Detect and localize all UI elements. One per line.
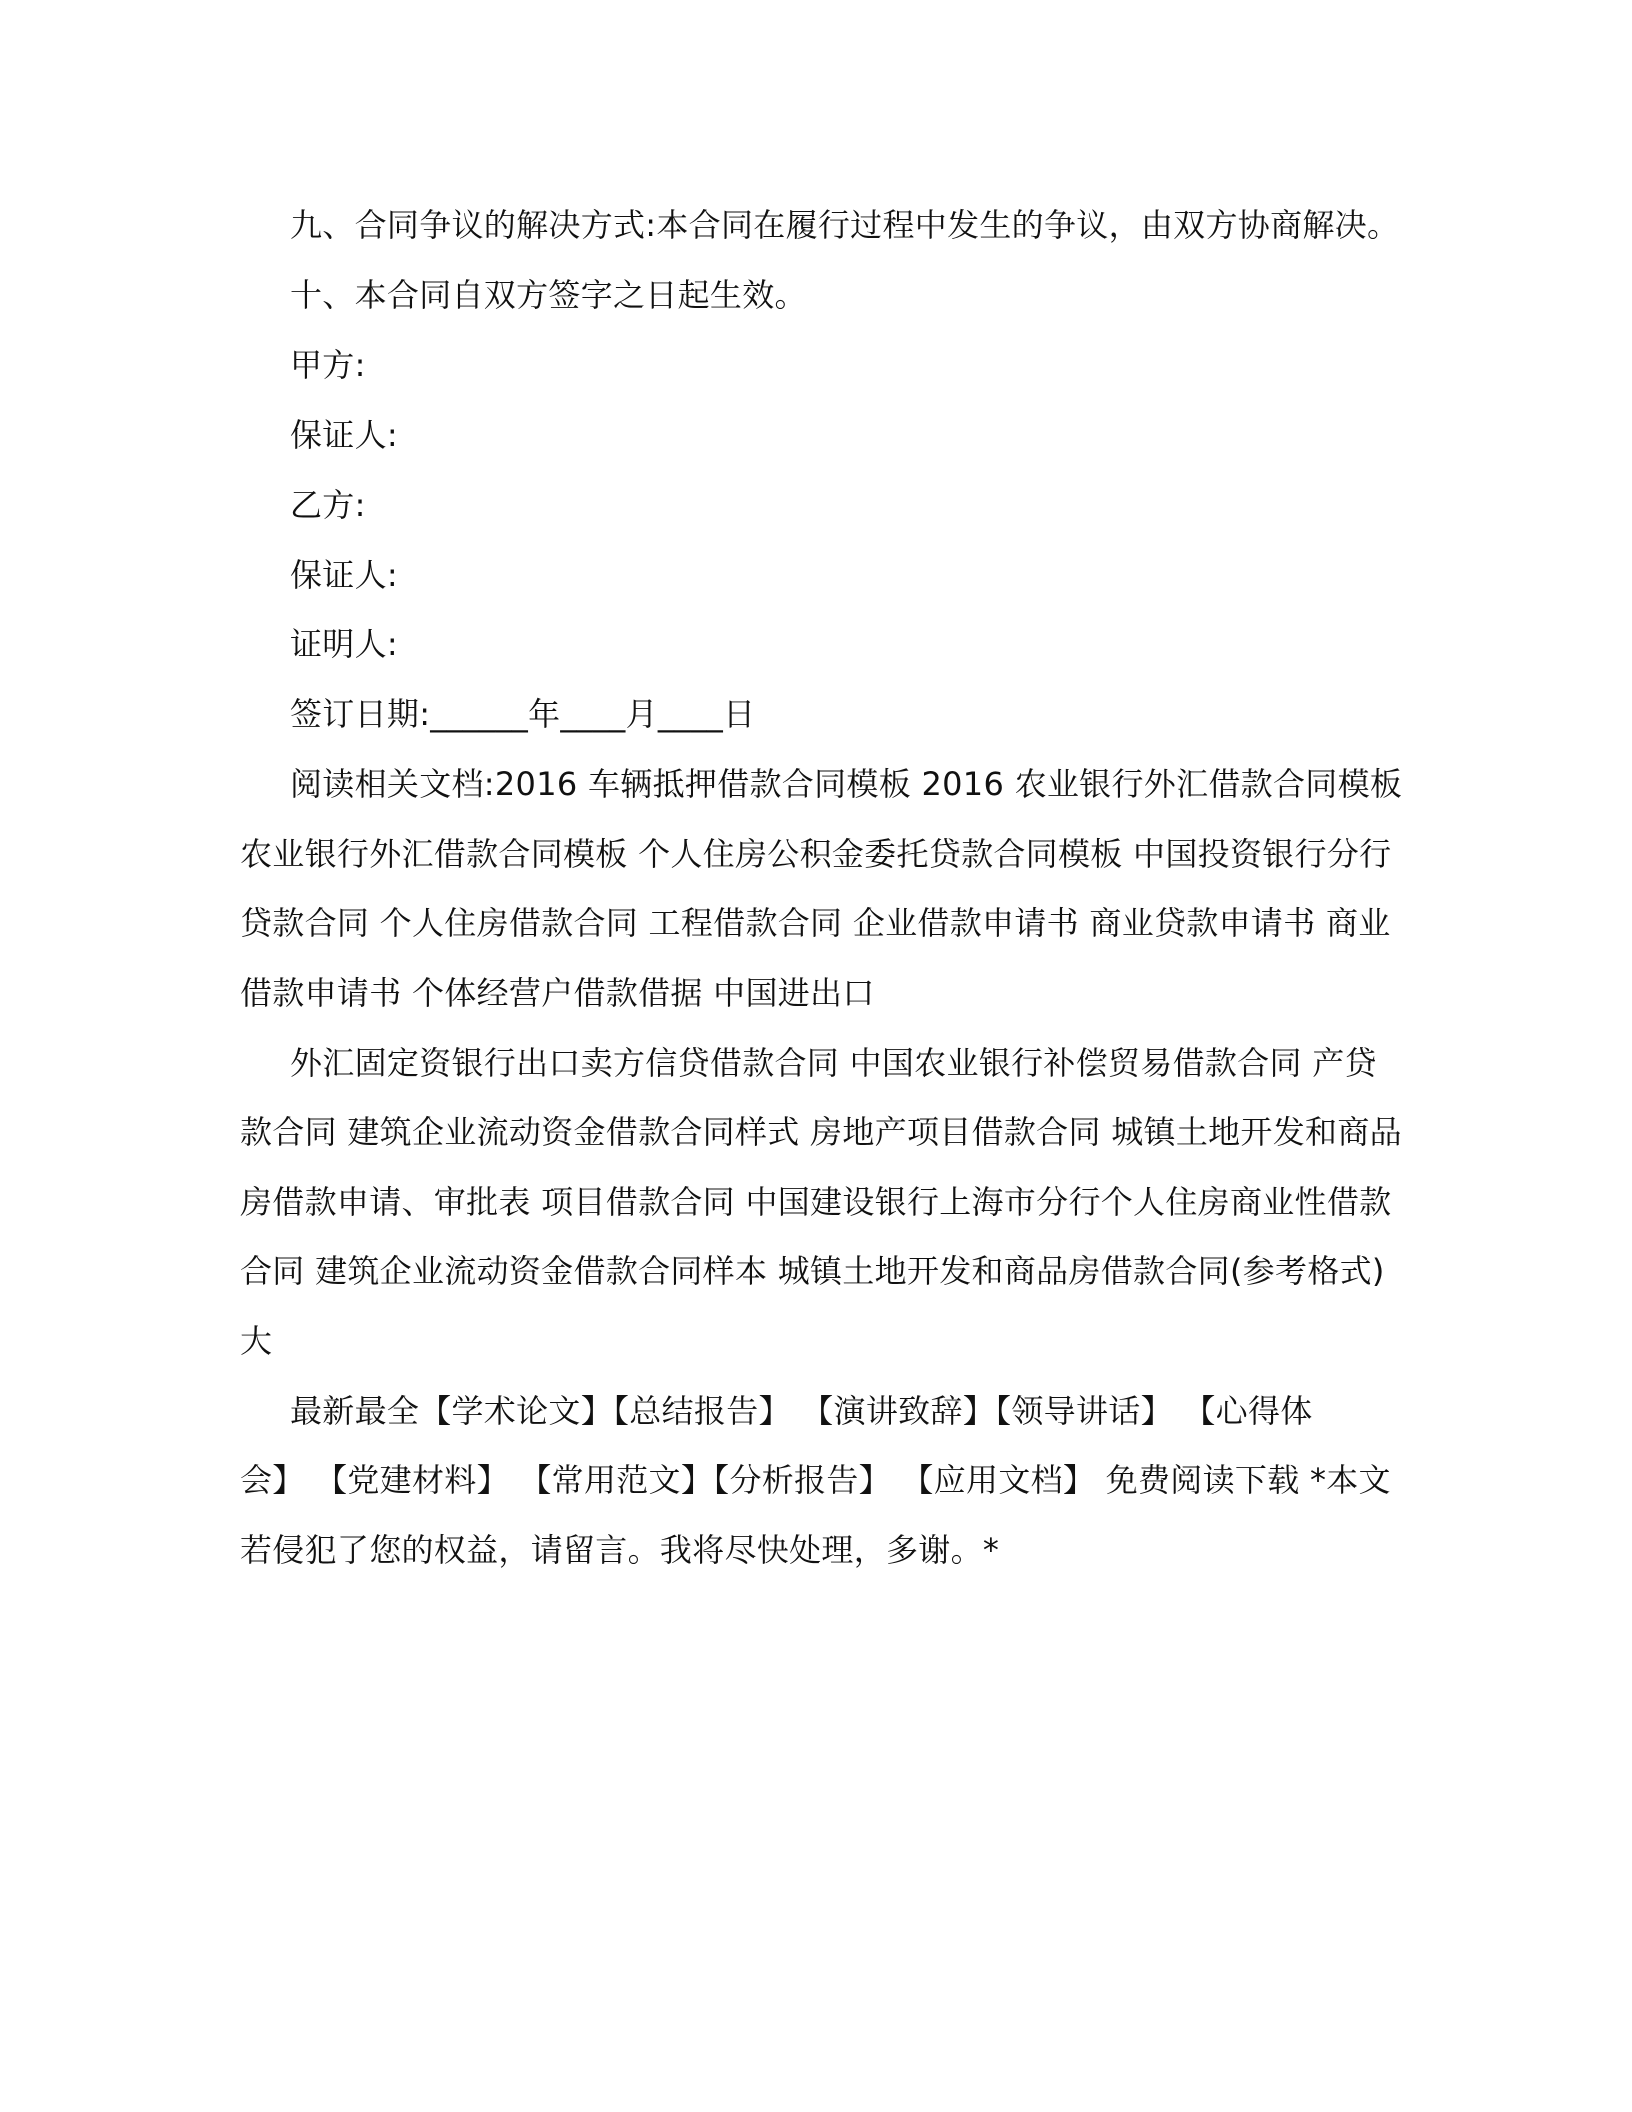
footer-line: 会】 【党建材料】 【常用范文】【分析报告】 【应用文档】 免费阅读下载 *本文 [240, 1461, 1391, 1499]
footer-line: 若侵犯了您的权益，请留言。我将尽快处理，多谢。* [240, 1531, 1000, 1569]
signing-date: 签订日期:______年____月____日 [290, 695, 756, 733]
related-docs-continued-line: 大 [240, 1322, 273, 1360]
related-docs-line: 借款申请书 个体经营户借款借据 中国进出口 [240, 974, 875, 1012]
related-docs-line: 贷款合同 个人住房借款合同 工程借款合同 企业借款申请书 商业贷款申请书 商业 [240, 904, 1391, 942]
guarantor-b-label: 保证人: [290, 556, 398, 594]
related-docs-line: 农业银行外汇借款合同模板 个人住房公积金委托贷款合同模板 中国投资银行分行 [240, 835, 1392, 873]
guarantor-a-label: 保证人: [290, 416, 398, 454]
related-docs-continued-line: 款合同 建筑企业流动资金借款合同样式 房地产项目借款合同 城镇土地开发和商品 [240, 1113, 1402, 1151]
related-docs-continued-line: 房借款申请、审批表 项目借款合同 中国建设银行上海市分行个人住房商业性借款 [240, 1183, 1392, 1221]
related-docs-continued-line: 外汇固定资银行出口卖方信贷借款合同 中国农业银行补偿贸易借款合同 产贷 [290, 1044, 1377, 1082]
clause-ten: 十、本合同自双方签字之日起生效。 [290, 276, 807, 314]
footer-line: 最新最全【学术论文】【总结报告】 【演讲致辞】【领导讲话】 【心得体 [290, 1392, 1313, 1430]
clause-nine: 九、合同争议的解决方式:本合同在履行过程中发生的争议，由双方协商解决。 [290, 206, 1400, 244]
related-docs-continued-line: 合同 建筑企业流动资金借款合同样本 城镇土地开发和商品房借款合同(参考格式) [240, 1252, 1385, 1290]
party-b-label: 乙方: [290, 486, 366, 524]
related-docs-line: 阅读相关文档:2016 车辆抵押借款合同模板 2016 农业银行外汇借款合同模板 [290, 765, 1403, 803]
witness-label: 证明人: [290, 625, 398, 663]
party-a-label: 甲方: [290, 346, 366, 384]
